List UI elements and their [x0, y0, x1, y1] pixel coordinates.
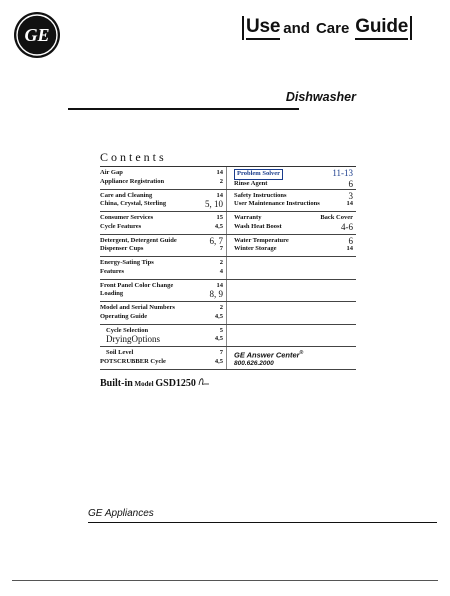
- toc-entry[interactable]: Dispenser Cups 7: [100, 245, 223, 252]
- toc-entry[interactable]: Rinse Agent 6: [234, 178, 353, 189]
- toc-row: [100, 167, 356, 190]
- answer-center-name: GE Answer Center: [234, 350, 300, 360]
- document-title: [242, 16, 412, 40]
- title-and: and: [283, 19, 310, 37]
- footer-rule: [88, 522, 437, 523]
- contents-heading: Contents: [100, 150, 167, 164]
- builtin-label: Built-in: [100, 378, 133, 389]
- toc-entry[interactable]: Front Panel Color Change 14: [100, 281, 223, 289]
- toc-row: [100, 325, 356, 348]
- toc-entry[interactable]: Cycle Selection 5: [106, 326, 223, 334]
- title-guide: Guide: [355, 16, 408, 40]
- toc-row: [100, 190, 356, 213]
- ge-logo: [14, 12, 60, 58]
- answer-center-block: [227, 347, 356, 369]
- toc-entry[interactable]: Consumer Services 15: [100, 214, 223, 221]
- toc-entry[interactable]: Warranty Back Cover: [234, 214, 353, 221]
- toc-entry[interactable]: Features 4: [100, 267, 223, 275]
- model-number: GSD1250: [155, 378, 196, 389]
- toc-entry-highlighted[interactable]: Problem Solver 11-13: [234, 169, 353, 180]
- toc-entry[interactable]: Safety Instructions 3: [234, 190, 353, 201]
- header-rule: [68, 108, 299, 110]
- toc-entry[interactable]: Energy-Sating Tips 2: [100, 259, 223, 266]
- toc-row: [100, 212, 356, 235]
- table-of-contents: [100, 166, 356, 370]
- toc-entry[interactable]: Detergent, Detergent Guide 6, 7: [100, 235, 223, 246]
- toc-row: [100, 257, 356, 280]
- toc-row: [100, 302, 356, 325]
- toc-entry[interactable]: Care and Cleaning 14: [100, 191, 223, 199]
- toc-row: [100, 280, 356, 303]
- title-use: Use: [246, 16, 280, 40]
- toc-entry[interactable]: User Maintenance Instructions 14: [234, 200, 353, 207]
- toc-entry[interactable]: Cycle Features 4,5: [100, 222, 223, 230]
- toc-entry[interactable]: POTSCRUBBER Cycle 4,5: [100, 357, 223, 365]
- toc-entry[interactable]: Operating Guide 4,5: [100, 312, 223, 320]
- toc-entry[interactable]: China, Crystal, Sterling 5, 10: [100, 199, 223, 209]
- toc-row: [100, 347, 356, 370]
- title-care: Care: [315, 19, 350, 37]
- toc-entry[interactable]: Winter Storage 14: [234, 245, 353, 252]
- model-label: Model: [134, 380, 154, 388]
- answer-center-phone[interactable]: 800.626.2000: [234, 359, 274, 367]
- toc-entry[interactable]: Soil Level 7: [106, 349, 223, 356]
- product-name: Dishwasher: [285, 90, 356, 104]
- model-line: [100, 376, 210, 389]
- registered-mark: ®: [299, 350, 304, 356]
- toc-entry[interactable]: DryingOptions 4,5: [106, 334, 223, 344]
- logo-text: GE: [24, 25, 50, 45]
- toc-entry[interactable]: Water Temperature 6: [234, 235, 353, 246]
- handwritten-mark-icon: [198, 376, 210, 386]
- toc-entry[interactable]: Appliance Registration 2: [100, 177, 223, 185]
- page-bottom-rule: [12, 580, 438, 581]
- toc-entry[interactable]: Air Gap 14: [100, 169, 223, 176]
- brand-footer: GE Appliances: [88, 508, 154, 519]
- toc-entry[interactable]: Model and Serial Numbers 2: [100, 304, 223, 311]
- toc-entry[interactable]: Wash Heat Boost 4-6: [234, 221, 353, 232]
- toc-entry[interactable]: Loading 8, 9: [100, 289, 223, 299]
- toc-row: [100, 235, 356, 258]
